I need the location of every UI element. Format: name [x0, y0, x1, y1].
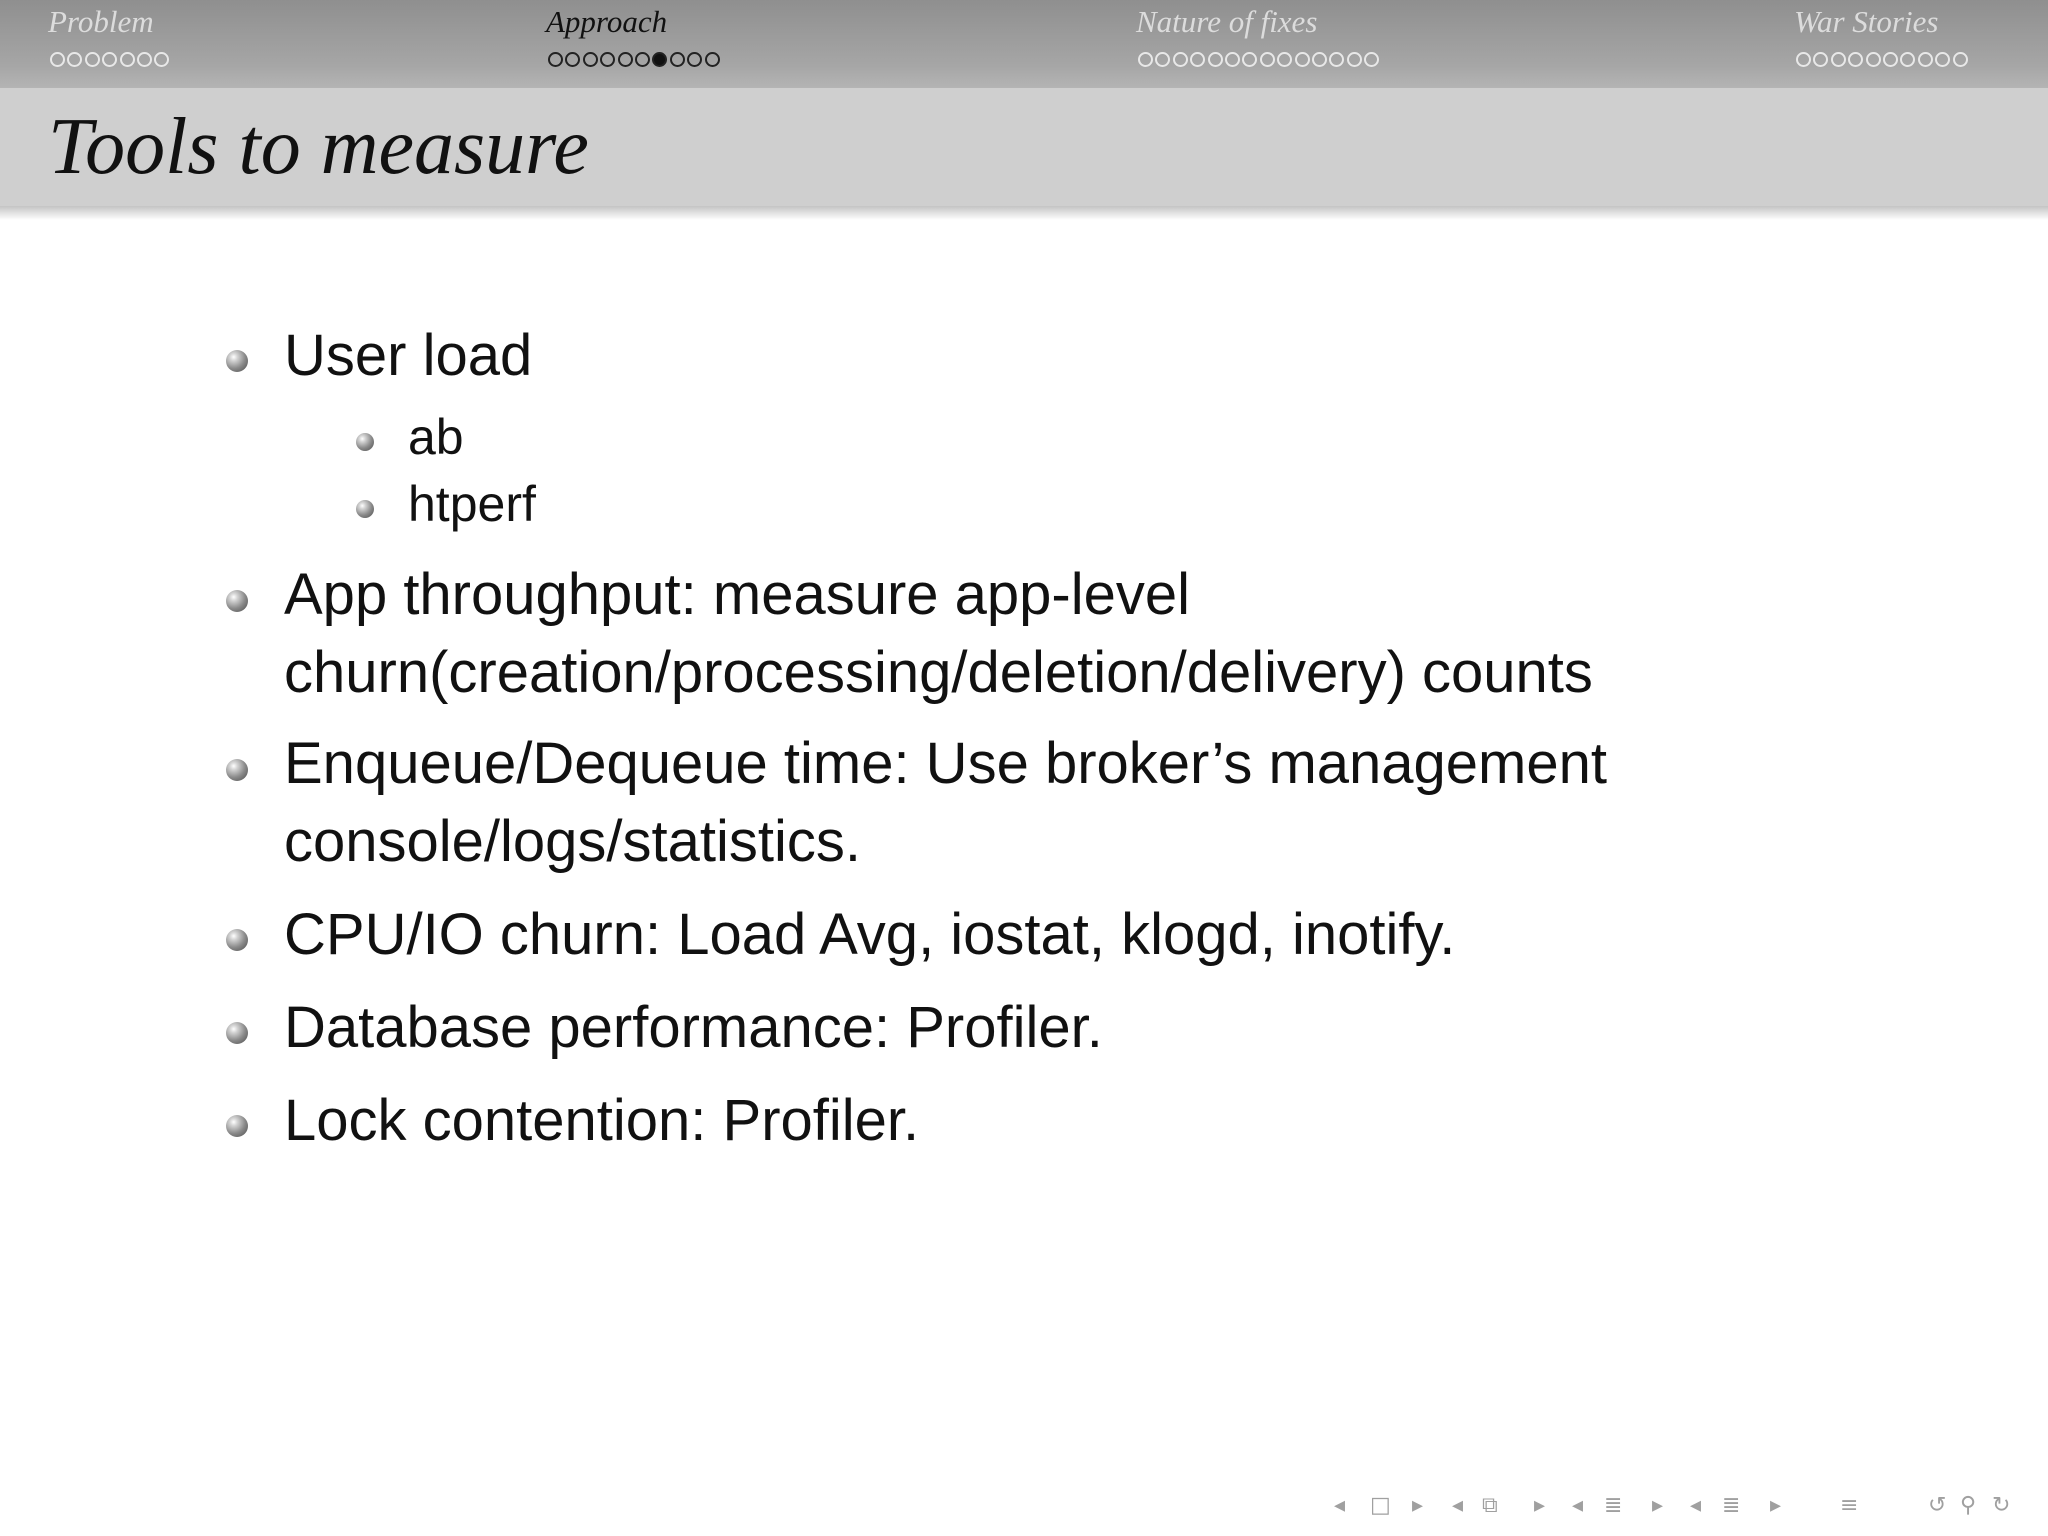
bullet-ball-icon	[356, 433, 374, 451]
frame-icon[interactable]: □	[1370, 1493, 1391, 1518]
nav-section-title[interactable]: War Stories	[1794, 4, 1939, 39]
frame-dot[interactable]	[154, 52, 169, 67]
frame-dot[interactable]	[1208, 52, 1223, 67]
frame-dot[interactable]	[635, 52, 650, 67]
frame-dot[interactable]	[705, 52, 720, 67]
presentation-icon[interactable]: ≣	[1722, 1493, 1741, 1518]
section-navigation-bar	[0, 0, 2048, 88]
arrow-left-icon[interactable]: ◂	[1572, 1493, 1584, 1518]
frame-dot[interactable]	[1225, 52, 1240, 67]
list-item-text: App throughput: measure app-level	[284, 562, 1191, 627]
frame-dot[interactable]	[1918, 52, 1933, 67]
frame-dot[interactable]	[102, 52, 117, 67]
bullet-ball-icon	[226, 1115, 248, 1137]
frame-dot[interactable]	[1848, 52, 1863, 67]
list-item-text: CPU/IO churn: Load Avg, iostat, klogd, inotify.	[284, 902, 1456, 967]
frame-dot[interactable]	[600, 52, 615, 67]
frame-dot[interactable]	[1883, 52, 1898, 67]
frame-dot[interactable]	[1173, 52, 1188, 67]
frame-title-bar	[0, 88, 2048, 206]
frame-dot[interactable]	[1138, 52, 1153, 67]
back-icon[interactable]: ↺	[1928, 1493, 1947, 1518]
frame-dot[interactable]	[548, 52, 563, 67]
title-bar-shadow	[0, 206, 2048, 220]
list-item-text: Lock contention: Profiler.	[284, 1088, 920, 1153]
frame-dot[interactable]	[1242, 52, 1257, 67]
frame-dot[interactable]	[1155, 52, 1170, 67]
bullet-ball-icon	[356, 500, 374, 518]
frame-dot[interactable]	[1277, 52, 1292, 67]
frame-dot[interactable]	[1312, 52, 1327, 67]
arrow-right-icon[interactable]: ▸	[1534, 1493, 1546, 1518]
nav-section-title[interactable]: Approach	[546, 4, 668, 39]
list-item-text: User load	[284, 323, 533, 388]
frame-dot[interactable]	[1364, 52, 1379, 67]
arrow-left-icon[interactable]: ◂	[1452, 1493, 1464, 1518]
frame-dot[interactable]	[137, 52, 152, 67]
frame-dot[interactable]	[583, 52, 598, 67]
bullet-ball-icon	[226, 929, 248, 951]
arrow-right-icon[interactable]: ▸	[1770, 1493, 1782, 1518]
arrow-right-icon[interactable]: ▸	[1652, 1493, 1664, 1518]
frame-dots	[1796, 52, 1968, 67]
frame-dot[interactable]	[1831, 52, 1846, 67]
frame-dot[interactable]	[50, 52, 65, 67]
frame-dots	[548, 52, 720, 67]
frame-dot[interactable]	[1190, 52, 1205, 67]
frame-dot[interactable]	[1329, 52, 1344, 67]
appendix-icon[interactable]: ≡	[1840, 1493, 1859, 1518]
frame-dot[interactable]	[670, 52, 685, 67]
list-item-text: Database performance: Profiler.	[284, 995, 1103, 1060]
list-item-text: Enqueue/Dequeue time: Use broker’s management	[284, 731, 1607, 796]
frame-dots	[50, 52, 169, 67]
frame-dot[interactable]	[1953, 52, 1968, 67]
frame-dot[interactable]	[67, 52, 82, 67]
current-frame-dot[interactable]	[652, 52, 667, 67]
frame-dot[interactable]	[1260, 52, 1275, 67]
nav-section-title[interactable]: Problem	[48, 4, 154, 39]
frame-dot[interactable]	[1347, 52, 1362, 67]
frame-dot[interactable]	[1900, 52, 1915, 67]
frame-dot[interactable]	[1935, 52, 1950, 67]
list-item-text: churn(creation/processing/deletion/delivery) counts	[284, 640, 1593, 705]
search-icon[interactable]: ⚲	[1960, 1493, 1977, 1518]
page-title: Tools to measure	[48, 103, 589, 191]
bullet-ball-icon	[226, 1022, 248, 1044]
forward-icon[interactable]: ↻	[1992, 1493, 2011, 1518]
arrow-left-icon[interactable]: ◂	[1690, 1493, 1702, 1518]
arrow-left-icon[interactable]: ◂	[1334, 1493, 1346, 1518]
arrow-right-icon[interactable]: ▸	[1412, 1493, 1424, 1518]
list-item-text: console/logs/statistics.	[284, 809, 862, 874]
frame-dot[interactable]	[1866, 52, 1881, 67]
frame-dots	[1138, 52, 1379, 67]
frame-dot[interactable]	[1796, 52, 1811, 67]
frame-dot[interactable]	[120, 52, 135, 67]
frame-dot[interactable]	[618, 52, 633, 67]
list-item-text: ab	[408, 409, 464, 465]
nav-section-title[interactable]: Nature of fixes	[1136, 4, 1318, 39]
bullet-ball-icon	[226, 350, 248, 372]
bullet-ball-icon	[226, 590, 248, 612]
frame-dot[interactable]	[1295, 52, 1310, 67]
frame-dot[interactable]	[687, 52, 702, 67]
frame-dot[interactable]	[1813, 52, 1828, 67]
section-icon[interactable]: ≣	[1604, 1493, 1623, 1518]
frame-dot[interactable]	[85, 52, 100, 67]
bullet-ball-icon	[226, 759, 248, 781]
subsection-icon[interactable]: ⧉	[1482, 1493, 1498, 1518]
frame-dot[interactable]	[565, 52, 580, 67]
navigation-symbols	[0, 1488, 2048, 1524]
list-item-text: htperf	[408, 476, 536, 532]
